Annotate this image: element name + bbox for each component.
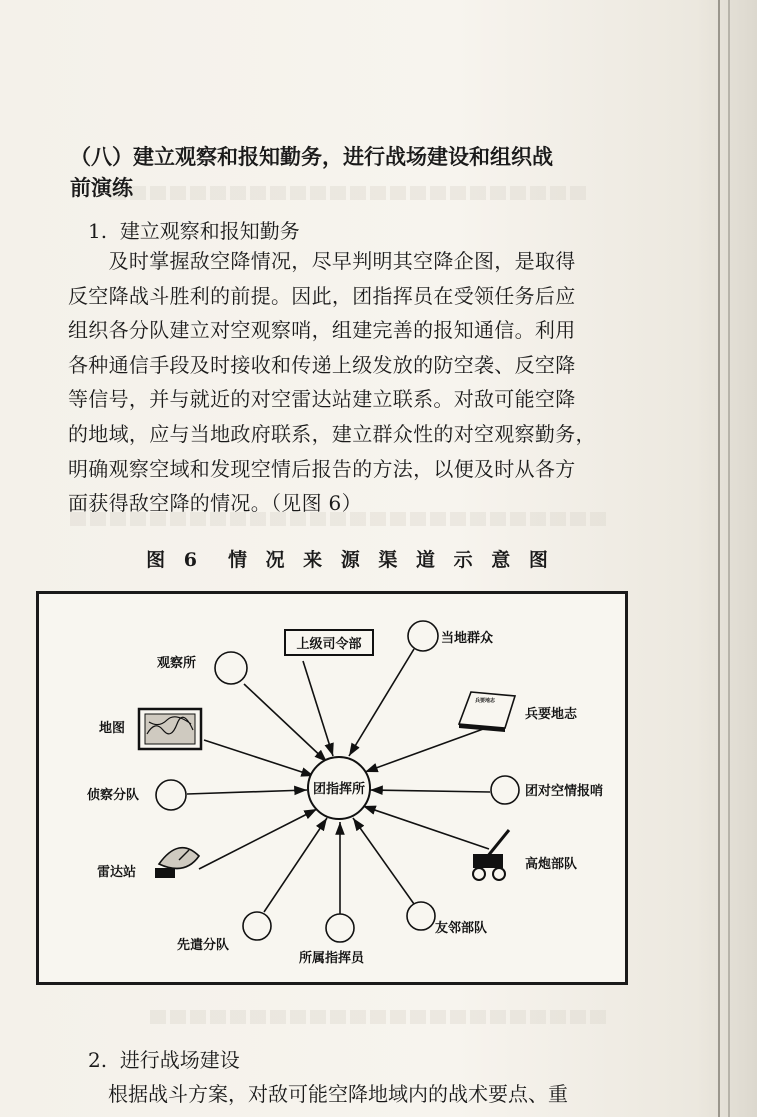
recon-node (156, 780, 186, 810)
subsection-1-heading (88, 216, 648, 246)
paragraph-line: 的地域，应与当地政府联系，建立群众性的对空观察勤务， (68, 421, 596, 446)
arrow-neighbor (353, 818, 414, 904)
paragraph-line: 面获得敌空降的情况。（见图 6） (68, 491, 362, 516)
paragraph-line: 反空降战斗胜利的前提。因此，团指挥员在受领任务后应 (68, 283, 576, 308)
figure-diagram (36, 591, 628, 985)
arrow-military-record (365, 724, 497, 772)
radar-icon (155, 848, 199, 878)
air-report-label: 团对空情报哨 (525, 784, 604, 799)
subsection-1-title: 建立观察和报知勤务 (119, 219, 300, 243)
arrow-map (204, 740, 314, 776)
book-icon (459, 692, 515, 732)
radar-label: 雷达站 (97, 865, 137, 880)
subordinate-label: 所属指挥员 (299, 951, 365, 966)
paragraph-1 (68, 244, 633, 521)
recon-label: 侦察分队 (87, 788, 140, 803)
observation-label: 观察所 (157, 656, 197, 671)
subordinate-node (326, 914, 354, 942)
page-edge-line (718, 0, 720, 1117)
section-title-line-2: 前演练 (70, 175, 133, 200)
subsection-2-heading (88, 1044, 240, 1073)
higher-hq-label: 上级司令部 (296, 637, 362, 652)
section-title-line-1: （八）建立观察和报知勤务，进行战场建设和组织战 (70, 144, 553, 169)
subsection-2-title: 进行战场建设 (119, 1048, 240, 1072)
arrow-top-box (303, 661, 333, 756)
page-edge-line-2 (728, 0, 730, 1117)
paragraph-line: 等信号，并与就近的对空雷达站建立联系。对敌可能空降 (68, 387, 576, 412)
military-record-label: 兵要地志 (525, 707, 578, 722)
local-masses-label: 当地群众 (441, 631, 494, 646)
local-masses-node (408, 621, 438, 651)
arrow-artillery (363, 806, 489, 849)
figure-title: 图 6 情 况 来 源 渠 道 示 意 图 (146, 549, 554, 571)
neighbor-label: 友邻部队 (435, 921, 488, 936)
diagram-svg (39, 594, 625, 982)
arrow-local-masses (349, 649, 414, 756)
subsection-2-number: 2. (88, 1048, 108, 1072)
paragraph-2-start: 根据战斗方案，对敌可能空降地域内的战术要点、重 (68, 1082, 568, 1106)
map-icon (139, 709, 201, 749)
vanguard-label: 先遣分队 (177, 938, 230, 953)
vanguard-node (243, 912, 271, 940)
subsection-1-number: 1. (88, 219, 108, 243)
section-title (70, 141, 630, 203)
bleed-through (150, 1010, 610, 1024)
command-post-label: 团指挥所 (312, 782, 366, 797)
map-label: 地图 (99, 721, 126, 736)
paragraph-line: 组织各分队建立对空观察哨，组建完善的报知通信。利用 (68, 318, 576, 343)
paragraph-line: 各种通信手段及时接收和传递上级发放的防空袭、反空降 (68, 352, 576, 377)
neighbor-node (407, 902, 435, 930)
paragraph-line: 明确观察空域和发现空情后报告的方法，以便及时从各方 (68, 456, 576, 481)
artillery-icon (473, 830, 509, 880)
air-report-node (491, 776, 519, 804)
observation-node (215, 652, 247, 684)
artillery-label: 高炮部队 (525, 857, 578, 872)
paragraph-line: 及时掌握敌空降情况，尽早判明其空降企图，是取得 (68, 249, 576, 273)
arrow-air-report (370, 790, 490, 792)
book-cover-text: 兵要地志 (475, 698, 496, 704)
arrow-recon (187, 790, 307, 794)
arrow-vanguard (264, 818, 327, 912)
